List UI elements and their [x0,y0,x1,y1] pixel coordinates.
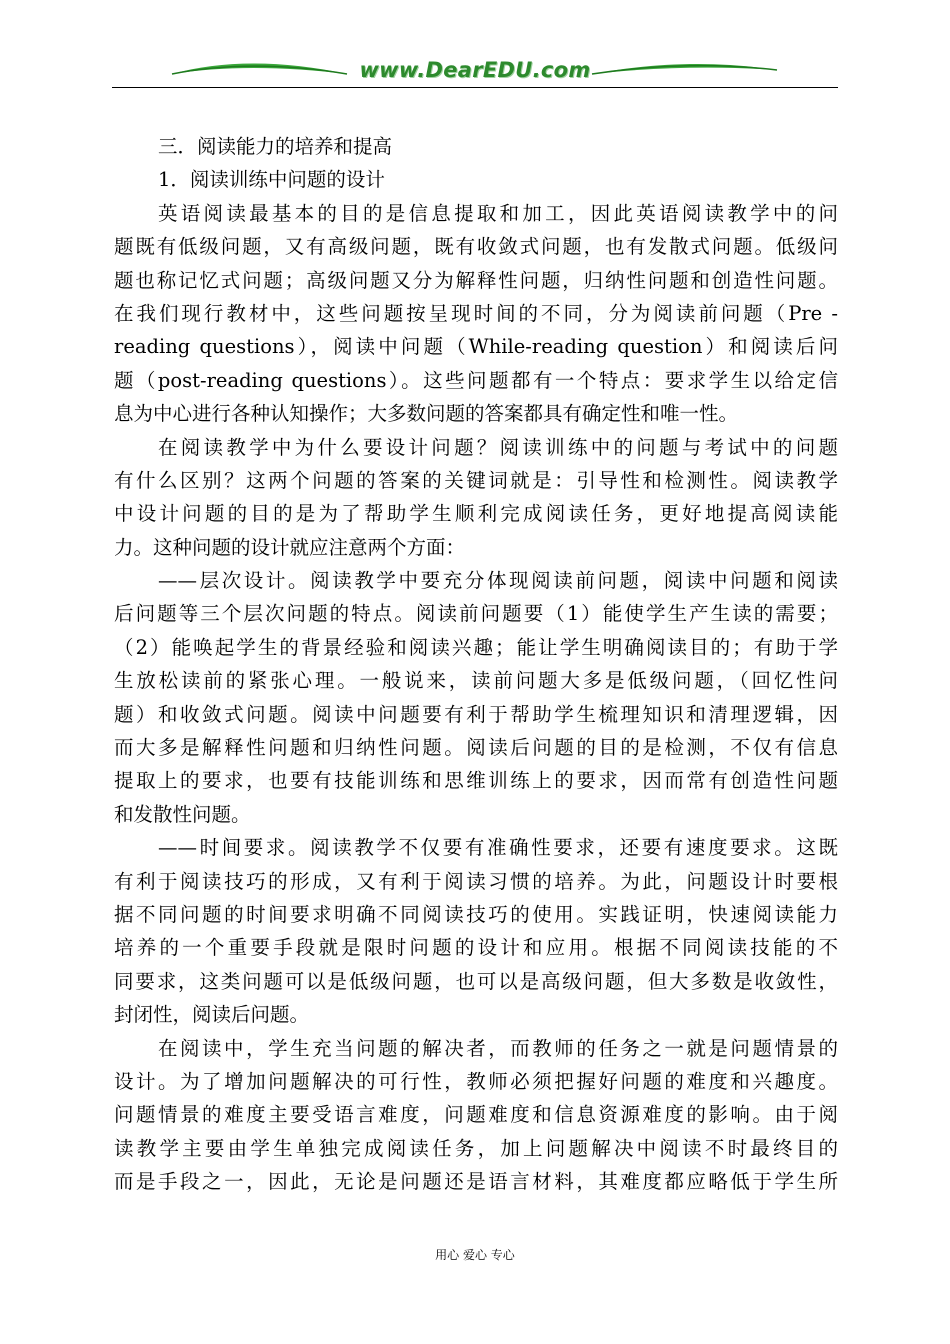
text-line: 题既有低级问题，又有高级问题，既有收敛式问题，也有发散式问题。低级问 [114,235,838,259]
header-rule [112,87,838,88]
text-line: 中设计问题的目的是为了帮助学生顺利完成阅读任务，更好地提高阅读能 [114,502,838,526]
text-line: 封闭性，阅读后问题。 [114,1003,310,1027]
text-line: 题也称记忆式问题；高级问题又分为解释性问题，归纳性问题和创造性问题。 [114,268,838,292]
text-line: 设计。为了增加问题解决的可行性，教师必须把握好问题的难度和兴趣度。 [114,1069,838,1093]
text-line: 后问题等三个层次问题的特点。阅读前问题要（1）能使学生产生读的需要； [114,602,838,626]
text-line: ——层次设计。阅读教学中要充分体现阅读前问题，阅读中问题和阅读 [158,569,838,593]
text-line: 有利于阅读技巧的形成，又有利于阅读习惯的培养。为此，问题设计时要根 [114,869,838,893]
paragraph-lines [114,197,838,1199]
text-line: 而大多是解释性问题和归纳性问题。阅读后问题的目的是检测，不仅有信息 [114,736,838,760]
text-line: 息为中心进行各种认知操作；大多数问题的答案都具有确定性和唯一性。 [114,402,739,426]
text-line: reading questions），阅读中问题（While-reading question）和阅读后问 [114,335,838,359]
text-line: 力。这种问题的设计就应注意两个方面： [114,535,466,559]
text-line: 问题情景的难度主要受语言难度，问题难度和信息资源难度的影响。由于阅 [114,1103,838,1127]
site-logo-text: www.DearEDU.com [359,58,591,82]
text-line: 在阅读教学中为什么要设计问题？阅读训练中的问题与考试中的问题 [158,435,838,459]
text-line: 题）和收敛式问题。阅读中问题要有利于帮助学生梳理知识和清理逻辑，因 [114,702,838,726]
text-line: 有什么区别？这两个问题的答案的关键词就是：引导性和检测性。阅读教学 [114,468,838,492]
text-line: 生放松读前的紧张心理。一般说来，读前问题大多是低级问题，（回忆性问 [114,669,838,693]
document-body [114,130,838,1199]
text-line: 同要求，这类问题可以是低级问题，也可以是高级问题，但大多数是收敛性， [114,969,838,993]
text-line: 而是手段之一，因此，无论是问题还是语言材料，其难度都应略低于学生所 [114,1170,838,1194]
text-line: ——时间要求。阅读教学不仅要有准确性要求，还要有速度要求。这既 [158,836,838,860]
text-line: 和发散性问题。 [114,802,251,826]
text-line: 题（post-reading questions）。这些问题都有一个特点：要求学生以给定信 [114,368,838,392]
page-footer: 用心 爱心 专心 [435,1248,515,1262]
text-line: 在阅读中，学生充当问题的解决者，而教师的任务之一就是问题情景的 [158,1036,838,1060]
subsection-title: 1．阅读训练中问题的设计 [158,168,385,192]
section-title: 三．阅读能力的培养和提高 [158,135,393,158]
text-line: 英语阅读最基本的目的是信息提取和加工，因此英语阅读教学中的问 [158,201,838,225]
page-header [112,52,838,92]
text-line: 据不同问题的时间要求明确不同阅读技巧的使用。实践证明，快速阅读能力 [114,902,838,926]
text-line: 在我们现行教材中，这些问题按呈现时间的不同，分为阅读前问题（Pre - [114,301,838,325]
text-line: （2）能唤起学生的背景经验和阅读兴趣；能让学生明确阅读目的；有助于学 [114,635,838,659]
text-line: 读教学主要由学生单独完成阅读任务，加上问题解决中阅读不时最终目的 [114,1136,838,1160]
text-line: 提取上的要求，也要有技能训练和思维训练上的要求，因而常有创造性问题 [114,769,838,793]
text-line: 培养的一个重要手段就是限时问题的设计和应用。根据不同阅读技能的不 [114,936,838,960]
